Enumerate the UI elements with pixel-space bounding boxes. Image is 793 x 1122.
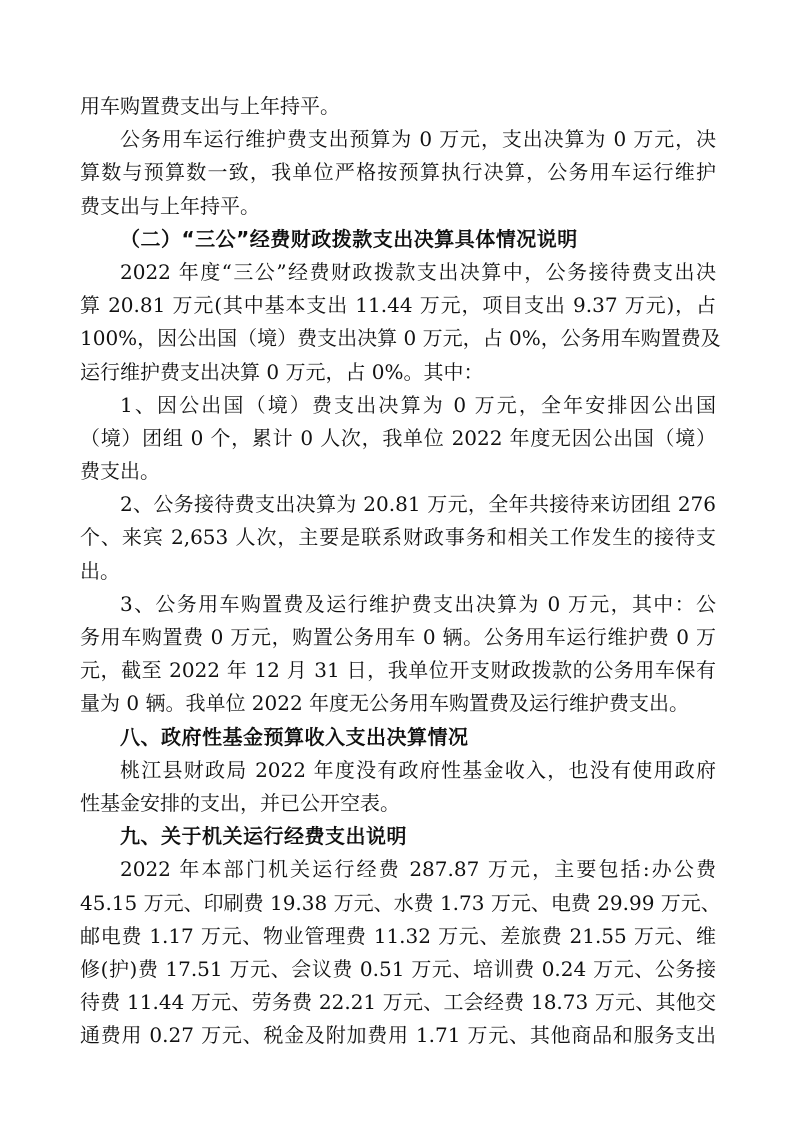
- body-text-line: （境）团组 0 个，累计 0 人次，我单位 2022 年度无因公出国（境）: [80, 425, 716, 450]
- section-heading: 八、政府性基金预算收入支出决算情况: [120, 724, 469, 749]
- document-page: [80, 90, 721, 1052]
- body-text-line: 元，截至 2022 年 12 月 31 日，我单位开支财政拨款的公务用车保有: [80, 658, 716, 683]
- paragraph-first-line: 2022 年度“三公”经费财政拨款支出决算中，公务接待费支出决: [120, 259, 716, 284]
- body-text-line: 修(护)费 17.51 万元、会议费 0.51 万元、培训费 0.24 万元、公务接: [80, 956, 716, 981]
- paragraph-first-line: 1、因公出国（境）费支出决算为 0 万元，全年安排因公出国: [120, 392, 716, 417]
- paragraph-first-line: 桃江县财政局 2022 年度没有政府性基金收入，也没有使用政府: [120, 757, 716, 782]
- body-text-line: 待费 11.44 万元、劳务费 22.21 万元、工会经费 18.73 万元、其他交: [80, 990, 716, 1015]
- paragraph-last-line: 量为 0 辆。我单位 2022 年度无公务用车购置费及运行维护费支出。: [80, 691, 690, 716]
- paragraph-first-line: 公务用车运行维护费支出预算为 0 万元，支出决算为 0 万元，决: [120, 127, 716, 152]
- body-text-line: 算数与预算数一致，我单位严格按预算执行决算，公务用车运行维护: [80, 160, 716, 185]
- paragraph-first-line: 2022 年本部门机关运行经费 287.87 万元，主要包括:办公费: [120, 857, 716, 882]
- body-text-line: 45.15 万元、印刷费 19.38 万元、水费 1.73 万元、电费 29.99 万元、: [80, 890, 721, 915]
- paragraph-last-line: 用车购置费支出与上年持平。: [80, 94, 340, 118]
- section-heading: 九、关于机关运行经费支出说明: [120, 824, 407, 849]
- section-heading: （二）“三公”经费财政拨款支出决算具体情况说明: [120, 226, 578, 251]
- paragraph-last-line: 运行维护费支出决算 0 万元，占 0%。其中：: [80, 359, 484, 384]
- body-text-line: 个、来宾 2,653 人次，主要是联系财政事务和相关工作发生的接待支: [80, 525, 716, 550]
- body-text-line: 100%，因公出国（境）费支出决算 0 万元，占 0%，公务用车购置费及: [80, 326, 721, 351]
- paragraph-last-line: 性基金安排的支出，并已公开空表。: [80, 790, 400, 815]
- paragraph-first-line: 2、公务接待费支出决算为 20.81 万元，全年共接待来访团组 276: [120, 492, 716, 517]
- body-text-line: 通费用 0.27 万元、税金及附加费用 1.71 万元、其他商品和服务支出: [80, 1023, 716, 1048]
- paragraph-last-line: 出。: [80, 558, 120, 583]
- body-text-line: 邮电费 1.17 万元、物业管理费 11.32 万元、差旅费 21.55 万元、维: [80, 923, 716, 948]
- paragraph-first-line: 3、公务用车购置费及运行维护费支出决算为 0 万元，其中：公: [120, 591, 716, 616]
- body-text-line: 务用车购置费 0 万元，购置公务用车 0 辆。公务用车运行维护费 0 万: [80, 625, 716, 649]
- body-text-line: 算 20.81 万元(其中基本支出 11.44 万元，项目支出 9.37 万元)，占: [80, 293, 716, 318]
- paragraph-last-line: 费支出。: [80, 459, 160, 484]
- paragraph-last-line: 费支出与上年持平。: [80, 193, 260, 218]
